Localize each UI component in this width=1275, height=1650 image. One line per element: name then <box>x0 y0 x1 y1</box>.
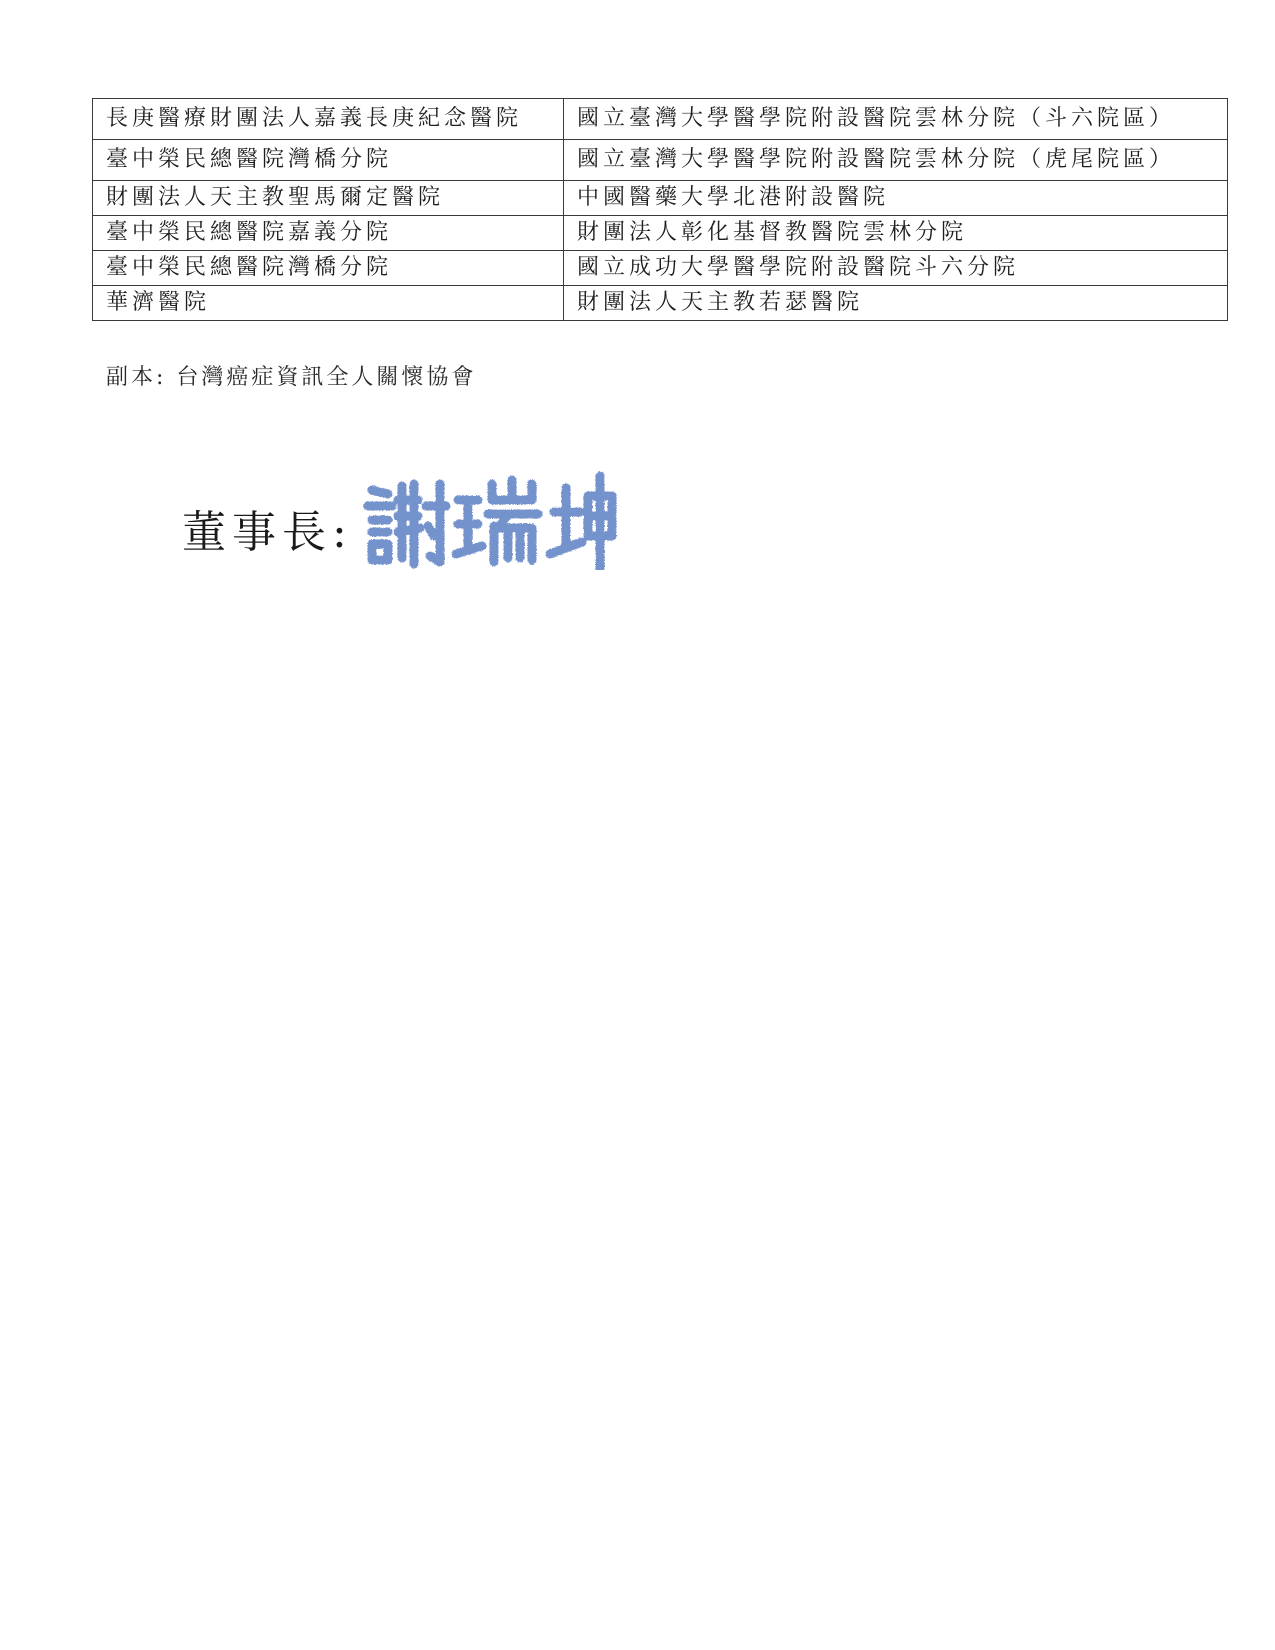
table-cell-left: 財團法人天主教聖馬爾定醫院 <box>93 181 564 216</box>
signature-stamp <box>358 470 618 570</box>
table-row <box>93 251 1228 286</box>
cc-label: 副本: <box>106 365 167 390</box>
table-cell-left: 長庚醫療財團法人嘉義長庚紀念醫院 <box>93 99 564 140</box>
table-cell-right: 國立臺灣大學醫學院附設醫院雲林分院（虎尾院區） <box>564 140 1228 181</box>
chairman-title: 董事長: <box>182 507 353 558</box>
table-cell-right: 財團法人彰化基督教醫院雲林分院 <box>564 216 1228 251</box>
table-cell-left: 臺中榮民總醫院嘉義分院 <box>93 216 564 251</box>
table-cell-right: 國立成功大學醫學院附設醫院斗六分院 <box>564 251 1228 286</box>
hospital-list-table <box>92 98 1228 321</box>
cc-recipient: 台灣癌症資訊全人關懷協會 <box>176 365 477 390</box>
table-row <box>93 99 1228 140</box>
table-row <box>93 286 1228 321</box>
table-cell-left: 臺中榮民總醫院灣橋分院 <box>93 140 564 181</box>
table-cell-right: 中國醫藥大學北港附設醫院 <box>564 181 1228 216</box>
table-row <box>93 140 1228 181</box>
table-cell-left: 華濟醫院 <box>93 286 564 321</box>
table-cell-right: 國立臺灣大學醫學院附設醫院雲林分院（斗六院區） <box>564 99 1228 140</box>
table-row <box>93 216 1228 251</box>
table-cell-right: 財團法人天主教若瑟醫院 <box>564 286 1228 321</box>
table-row <box>93 181 1228 216</box>
table-cell-left: 臺中榮民總醫院灣橋分院 <box>93 251 564 286</box>
cc-line <box>106 360 476 391</box>
